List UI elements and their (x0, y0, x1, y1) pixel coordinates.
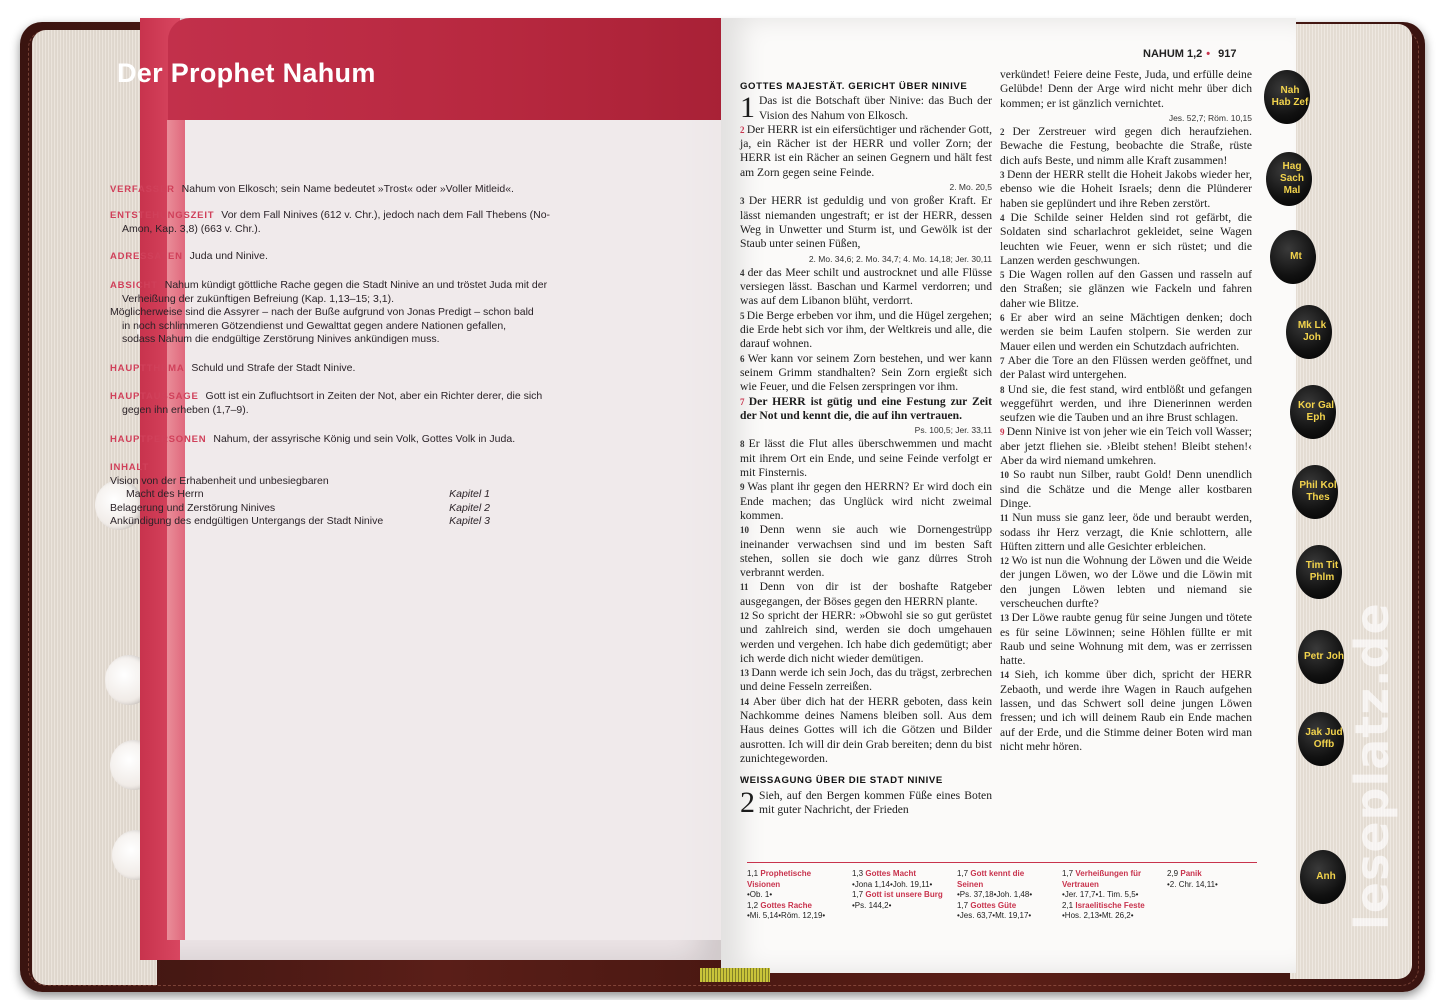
footnote-line[interactable]: •Ps. 37,18•Joh. 1,48• (957, 890, 1033, 899)
verse-number: 2 (1000, 127, 1013, 138)
entry-hauptpersonen (110, 433, 570, 447)
entry-hauptthema (110, 362, 570, 376)
verse-number: 2 (740, 124, 747, 135)
footnote-line[interactable]: •Ps. 144,2• (852, 900, 892, 910)
pink-strip (167, 120, 185, 940)
thumb-tab[interactable]: Kor Gal Eph (1290, 385, 1336, 439)
toc-text: Belagerung und Zerstörung Ninives (110, 501, 276, 514)
text-column-2 (1000, 68, 1252, 754)
chapter-2-verse-1 (740, 785, 992, 819)
verse-text: Was plant ihr gegen den HERRN? Er wird doch ein Ende machen; das Unglück wird nicht zweimal kommen. (740, 480, 993, 522)
verse-text: Der Zerstreuer wird gegen dich heraufziehen. Bewache die Festung, beobachte die Straße, rüste dich aufs Beste, und nimm alle Kraft zusammen! (1000, 125, 1253, 167)
verse-10 (740, 523, 992, 580)
verse-text: Der HERR ist ein eifersüchtiger und rächender Gott, ja, ein Rächer ist der HERR und voller Zorn; der HERR ist ein Rächer an seinen Gegnern und hält fest am Zorn gegen seine Feinde. (740, 122, 992, 179)
footnote-line[interactable]: •Hos. 2,13•Mt. 26,2• (1062, 911, 1134, 920)
toc-row[interactable] (110, 502, 490, 516)
verse-13 (740, 666, 992, 695)
footnote-title[interactable]: Gott kennt die Seinen (957, 869, 1025, 889)
verse-11 (1000, 511, 1252, 554)
cross-reference[interactable]: 2. Mo. 34,6; 2. Mo. 34,7; 4. Mo. 14,18; Jer. 30,11 (808, 253, 992, 264)
thumb-tab[interactable]: Mk Lk Joh (1286, 305, 1332, 359)
verse-9 (740, 480, 992, 523)
verse-number: 9 (1000, 427, 1007, 438)
toc-row[interactable] (110, 488, 490, 502)
verse-14 (1000, 668, 1252, 754)
verse-continuation (1000, 68, 1252, 125)
verse-6 (1000, 311, 1252, 354)
cross-reference[interactable]: Ps. 100,5; Jer. 33,11 (914, 425, 992, 436)
verse-12 (740, 609, 992, 666)
verse-text: Denn der HERR stellt die Hoheit Jakobs wieder her, ebenso wie die Hoheit Israels; denn die Plünderer haben sie geplündert und ihre Reben zerstört. (1000, 168, 1252, 210)
entry-text-extra: in noch schlimmeren Götzendienst und Gewalttat gegen andere Nationen gefallen, (122, 319, 507, 332)
footnote-strip (747, 862, 1257, 922)
verse-text: der das Meer schilt und austrocknet und alle Flüsse versiegen lässt. Baschan und Karmel verdorren; und was auf dem Libanon blüht, verdorrt. (740, 265, 993, 308)
running-head (1143, 48, 1237, 60)
verse-text: Die Wagen rollen auf den Gassen und rasseln auf den Straßen; sie glänzen wie Fackeln und fahren daher wie Blitze. (1000, 268, 1253, 310)
footnote-ref: 1,1 (747, 869, 759, 878)
toc-row[interactable] (110, 515, 490, 529)
entry-text-extra: sodass Nahum die endgültige Zerstörung Ninives ankündigen muss. (122, 333, 440, 345)
verse-number: 7 (740, 396, 749, 407)
entry-text-cont: gegen ihn erheben (1,7–9). (122, 403, 249, 416)
entry-text-cont: Amon, Kap. 3,8) (663 v. Chr.). (122, 222, 261, 235)
entry-text: Nahum kündigt göttliche Rache gegen die Stadt Ninive an und tröstet Juda mit der (164, 279, 548, 291)
verse-text: Aber die Tore an den Flüssen werden geöffnet, und der Palast wird untergehen. (1000, 353, 1252, 382)
verse-number: 8 (1000, 384, 1008, 395)
verse-8 (740, 437, 992, 480)
chapter-number: 2 (740, 785, 755, 819)
toc-text: Ankündigung des endgültigen Untergangs der Stadt Ninive (110, 515, 384, 527)
verse-10 (1000, 468, 1252, 511)
verse-text: Sieh, auf den Bergen kommen Füße eines Boten mit guter Nachricht, der Frieden (759, 788, 992, 816)
verse-text: Und sie, die fest stand, wird entblößt und gefangen weggeführt werden, und ihre Dienerinnen werden seufzen wie die Tauben und an ihre Brust schlagen. (1000, 382, 1252, 425)
footnote-title[interactable]: Gottes Macht (865, 869, 917, 878)
verse-text: Der HERR ist gütig und eine Festung zur Zeit der Not und kennt die, die auf ihn vertrauen. (740, 394, 993, 422)
verse-text: Die Schilde seiner Helden sind rot gefärbt, die Soldaten sind scharlachrot gekleidet, seine Wagen leuchten wie Feuer, wenn er sich rüstet; und die Lanzen werden geschwungen. (1000, 210, 1253, 267)
verse-6 (740, 352, 992, 395)
verse-text: Nun muss sie ganz leer, öde und beraubt werden, sodass ihr Herz verzagt, die Knie schlottern, alle Hüften zittern und alle Gesichter erbleichen. (1000, 511, 1252, 553)
section-heading: GOTTES MAJESTÄT. GERICHT ÜBER NINIVE (740, 81, 968, 92)
verse-5 (740, 309, 992, 352)
verse-number: 7 (1000, 355, 1008, 366)
entry-verfasser (110, 183, 570, 197)
bookmark-ribbon[interactable] (700, 968, 770, 982)
verse-14 (740, 695, 992, 766)
entry-hauptaussage (110, 390, 570, 417)
footnote-column (1062, 869, 1157, 922)
entry-text: Schuld und Strafe der Stadt Ninive. (191, 362, 356, 374)
thumb-tab[interactable]: Phil Kol Thes (1292, 465, 1338, 519)
verse-number: 11 (740, 582, 760, 593)
thumb-tab[interactable]: Anh (1300, 850, 1346, 904)
verse-number: 10 (1000, 470, 1014, 481)
footnote-ref: 2,9 (1167, 869, 1179, 878)
verse-number: 3 (1000, 170, 1008, 181)
footnote-ref: 1,7 (957, 869, 969, 878)
running-head-ref: NAHUM 1,2 (1143, 48, 1203, 60)
verse-text: Die Berge erbeben vor ihm, und die Hügel zergehen; die Erde hebt sich vor ihm, der Weltkreis und alle, die darauf wohnen. (740, 308, 993, 351)
thumb-tab[interactable]: Petr Joh (1298, 630, 1344, 684)
verse-8 (1000, 383, 1252, 426)
bullet-icon: • (1206, 48, 1211, 60)
toc-text: Vision von der Erhabenheit und unbesiegbaren (110, 474, 329, 487)
verse-5 (1000, 268, 1252, 311)
footnote-column (1167, 869, 1237, 922)
footnote-line[interactable]: •Jona 1,14•Joh. 19,11• (852, 879, 933, 889)
entry-label: HAUPTPERSONEN (110, 434, 207, 445)
thumb-tab[interactable]: Jak Jud Offb (1298, 712, 1344, 766)
verse-number: 12 (1000, 556, 1012, 567)
verse-1 (740, 91, 992, 125)
footnote-ref: 1,7 (957, 900, 969, 910)
verse-13 (1000, 611, 1252, 668)
verse-12 (1000, 554, 1252, 611)
toc-text: Macht des Herrn (126, 488, 204, 500)
footnote-column (747, 869, 842, 922)
entry-absicht (110, 279, 570, 347)
verse-4 (740, 266, 992, 309)
entry-label: HAUPTTHEMA (110, 363, 185, 374)
footnote-line[interactable]: •Jes. 63,7•Mt. 19,17• (957, 911, 1032, 920)
footnote-title[interactable]: Verheißungen für Vertrauen (1062, 869, 1142, 889)
text-column-1 (740, 80, 992, 817)
verse-3 (1000, 168, 1252, 211)
page-number: 917 (1218, 48, 1237, 60)
entry-label: ABSICHT (110, 280, 158, 291)
entry-text-cont: Verheißung der zukünftigen Befreiung (Kap. 1,13–15; 3,1). (122, 292, 395, 305)
toc-chapter: Kapitel 3 (449, 515, 490, 527)
verse-11 (740, 580, 992, 609)
verse-text: Der Löwe raubte genug für seine Jungen und tötete es für seine Löwinnen; seine Höhlen füllte er mit Raub und seine Wohnung mit dem, was er zerrissen hatte. (1000, 611, 1253, 668)
footnote-line[interactable]: •2. Chr. 14,11• (1167, 879, 1218, 889)
verse-9 (1000, 425, 1252, 468)
verse-number: 5 (1000, 270, 1009, 281)
thumb-tab[interactable]: Nah Hab Zef (1264, 70, 1310, 124)
verse-number: 14 (1000, 670, 1015, 681)
footnote-title[interactable]: Israelitische Feste (1075, 900, 1145, 910)
verse-number: 13 (1000, 613, 1012, 624)
entry-text: Nahum von Elkosch; sein Name bedeutet »Trost« oder »Voller Mitleid«. (181, 183, 514, 195)
verse-text: Das ist die Botschaft über Ninive: das Buch der Vision des Nahum von Elkosch. (759, 94, 992, 122)
verse-number: 9 (740, 482, 748, 493)
verse-number: 10 (740, 525, 760, 536)
footnote-title[interactable]: Gott ist unsere Burg (865, 890, 943, 899)
verse-number: 6 (1000, 313, 1011, 324)
entry-label: VERFASSER (110, 184, 175, 195)
entry-text: Juda und Ninive. (189, 250, 268, 262)
verse-number: 14 (740, 696, 753, 707)
verse-text: verkündet! Feiere deine Feste, Juda, und erfülle deine Gelübde! Denn der Arge wird nicht mehr über dich kommen; er ist gänzlich vernichtet. (1000, 68, 1252, 110)
verse-text: Denn wenn sie auch wie Dornengestrüpp ineinander verwachsen sind und im besten Saft stehen, sollen sie doch wie ganz dürres Stroh verbrannt werden. (740, 523, 993, 580)
entry-text: Nahum, der assyrische König und sein Volk, Gottes Volk in Juda. (213, 433, 516, 445)
entry-text: Vor dem Fall Ninives (612 v. Chr.), jedoch nach dem Fall Thebens (No- (221, 209, 551, 221)
entry-adressaten (110, 250, 570, 264)
verse-4 (1000, 211, 1252, 268)
footnote-line[interactable]: •Jer. 17,7•1. Tim. 5,5• (1062, 890, 1139, 899)
entry-label: INHALT (110, 462, 149, 473)
thumb-tab[interactable]: Hag Sach Mal (1266, 152, 1312, 206)
entry-entstehungszeit (110, 209, 570, 236)
footnote-title[interactable]: Gottes Güte (970, 900, 1017, 910)
verse-text: Dann werde ich sein Joch, das du trägst, zerbrechen und deine Fesseln zerreißen. (740, 666, 992, 694)
toc-chapter: Kapitel 2 (449, 501, 490, 514)
verse-number: 11 (1000, 513, 1013, 524)
verse-3 (740, 194, 992, 265)
entry-inhalt (110, 461, 570, 529)
entry-label: HAUPTAUSSAGE (110, 391, 199, 402)
verse-text: Wer kann vor seinem Zorn bestehen, und wer kann seinem Grimm standhalten? Sein Zorn ergießt sich wie Feuer, und die Felsen zerspringen vor ihm. (740, 351, 993, 394)
verse-text: Aber über dich hat der HERR geboten, dass kein Nachkomme deines Namens bleiben soll. Aus dem Haus deines Gottes will ich die Götzen und Bilder ausrotten. Ich will dir dein Grab bereiten; denn du bist zunichtegeworden. (740, 694, 993, 765)
verse-number: 6 (740, 353, 748, 364)
section-heading: WEISSAGUNG ÜBER DIE STADT NINIVE (740, 775, 943, 787)
footnote-ref: 1,7 (1062, 869, 1074, 878)
verse-text: Wo ist nun die Wohnung der Löwen und die Weide der jungen Löwen, wo der Löwe und die Löwin mit den jungen Löwen lebten und niemand sie verscheuchen durfte? (1000, 554, 1252, 610)
verse-7 (740, 395, 992, 438)
entry-label: ENTSTEHUNGSZEIT (110, 210, 215, 221)
verse-text: Er lässt die Flut alles überschwemmen und macht mit ihrem Ort ein Ende, und seine Feinde verfolgt er mit Finsternis. (740, 437, 993, 480)
footnote-column (852, 869, 947, 922)
verse-number: 13 (740, 668, 752, 679)
footnote-title[interactable]: Panik (1180, 869, 1202, 878)
cross-reference[interactable]: 2. Mo. 20,5 (949, 182, 992, 193)
footnote-ref: 2,1 (1062, 900, 1074, 910)
verse-number: 3 (740, 196, 749, 207)
verse-text: Denn von dir ist der boshafte Ratgeber ausgegangen, der Böses gegen den HERRN plante. (740, 580, 992, 608)
verse-number: 4 (740, 267, 748, 278)
verse-text: Der HERR ist geduldig und von großer Kraft. Er lässt niemanden ungestraft; er ist der HERR, dessen Weg in Unwetter und Sturm ist, und Gewölk ist der Staub unter seinen Füßen, (740, 194, 993, 251)
intro-box (185, 120, 722, 940)
verse-number: 5 (740, 310, 747, 321)
verse-number: 8 (740, 439, 749, 450)
entry-text-extra: Möglicherweise sind die Assyrer – nach der Buße aufgrund von Jonas Predigt – schon bald (110, 306, 534, 318)
thumb-tab[interactable]: Mt (1270, 230, 1316, 284)
verse-2 (740, 123, 992, 194)
watermark: leseplatz.de (1345, 602, 1399, 930)
verse-text: So raubt nun Silber, raubt Gold! Denn unendlich sind die Schätze und die Menge aller kostbaren Dinge. (1000, 468, 1253, 510)
verse-text: Sieh, ich komme über dich, spricht der HERR Zebaoth, und werde ihre Wagen in Rauch aufgehen lassen, und das Schwert soll deine jungen Löwen fressen; und ich will deinem Raub ein Ende machen auf der Erde, und die Stimme deiner Boten wird man nicht mehr hören. (1000, 668, 1253, 753)
cross-reference[interactable]: Jes. 52,7; Röm. 10,15 (1168, 112, 1252, 123)
verse-text: Denn Ninive ist von jeher wie ein Teich voll Wasser; aber jetzt fliehen sie. ›Bleibt stehen! Bleibt stehen!‹ Aber da wird niemand umkehren. (1000, 425, 1252, 468)
verse-2 (1000, 125, 1252, 168)
entry-text: Gott ist ein Zufluchtsort in Zeiten der Not, aber ein Richter derer, die sich (205, 390, 543, 402)
thumb-tab[interactable]: Tim Tit Phlm (1296, 545, 1342, 599)
footnote-ref: 1,3 (852, 869, 864, 878)
footnote-ref: 1,7 (852, 890, 864, 899)
footnote-line[interactable]: •Mi. 5,14•Röm. 12,19• (747, 911, 826, 920)
toc-row[interactable] (110, 475, 490, 489)
verse-text: Er aber wird an seine Mächtigen denken; doch werden sie beim Laufen stolpern. Sie werden zur Mauer eilen und werden ein Schutzdach aufrichten. (1000, 311, 1252, 353)
footnote-title[interactable]: Gottes Rache (760, 900, 812, 910)
chapter-number: 1 (740, 91, 755, 125)
entry-label: ADRESSATEN (110, 251, 183, 262)
toc-chapter: Kapitel 1 (449, 488, 490, 500)
book-title: Der Prophet Nahum (117, 58, 376, 88)
verse-number: 12 (740, 610, 753, 621)
footnote-title[interactable]: Prophetische Visionen (747, 869, 812, 889)
verse-text: So spricht der HERR: »Obwohl sie so gut gerüstet und zahlreich sind, werden sie doch umgehauen werden und vergehen. Ich habe dich gedemütigt; aber ich werde dich nicht wieder demütigen. (740, 608, 993, 665)
footnote-line[interactable]: •Ob. 1• (747, 890, 773, 899)
verse-number: 4 (1000, 212, 1011, 223)
footnote-ref: 1,2 (747, 900, 759, 910)
footnote-column (957, 869, 1052, 922)
verse-7 (1000, 354, 1252, 383)
